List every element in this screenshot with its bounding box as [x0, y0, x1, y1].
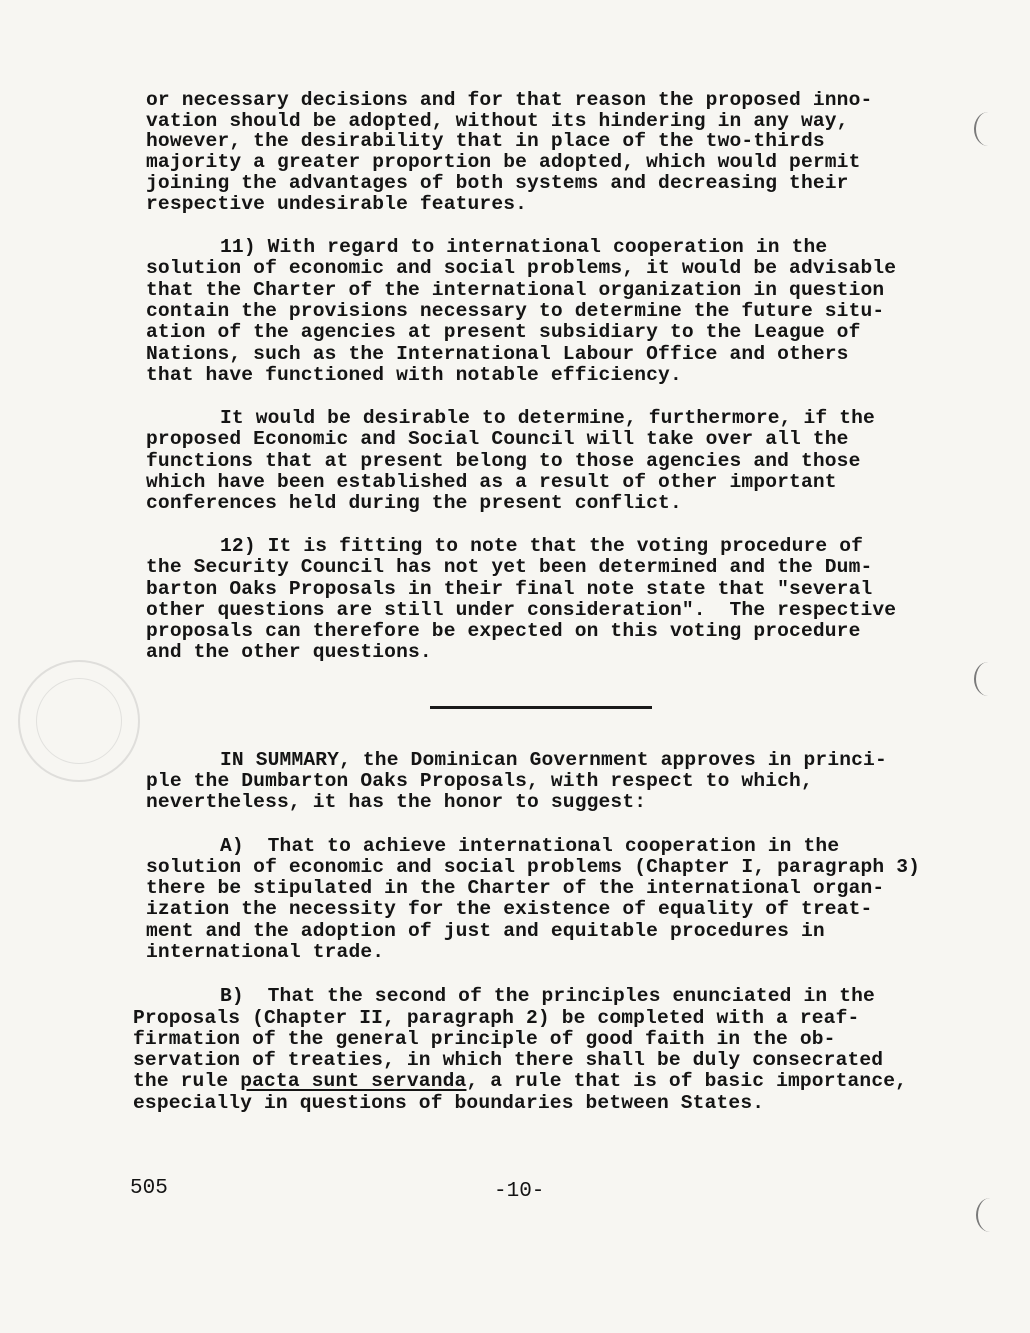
text-line: IN SUMMARY, the Dominican Government approves in princi- — [220, 749, 887, 771]
punch-hole-mark-top — [974, 112, 1002, 146]
text-line: Proposals (Chapter II, paragraph 2) be completed with a reaf- — [133, 1007, 860, 1029]
text-line: contain the provisions necessary to determine the future situ- — [146, 300, 885, 322]
text-line: the rule pacta sunt servanda, a rule that is of basic importance, — [133, 1070, 908, 1092]
text-line: other questions are still under consideration". The respective — [146, 599, 897, 621]
text-line: firmation of the general principle of good faith in the ob- — [133, 1028, 836, 1050]
text-line: international trade. — [146, 941, 385, 963]
text-line: ization the necessity for the existence of equality of treat- — [146, 898, 873, 920]
text-line: majority a greater proportion be adopted, which would permit — [146, 151, 861, 173]
text-line: that the Charter of the international organization in question — [146, 279, 885, 301]
text-line: respective undesirable features. — [146, 193, 528, 215]
text-line: B) That the second of the principles enunciated in the — [220, 985, 875, 1007]
text-line: 11) With regard to international cooperation in the — [220, 236, 828, 258]
text-line: or necessary decisions and for that reason the proposed inno- — [146, 89, 873, 111]
text-line: proposals can therefore be expected on this voting procedure — [146, 620, 861, 642]
text-line: there be stipulated in the Charter of the international organ- — [146, 877, 885, 899]
text-line: however, the desirability that in place of the two-thirds — [146, 130, 825, 152]
text-line: ment and the adoption of just and equitable procedures in — [146, 920, 825, 942]
text-line: It would be desirable to determine, furthermore, if the — [220, 407, 875, 429]
text-line: solution of economic and social problems, it would be advisable — [146, 257, 897, 279]
text-line: ation of the agencies at present subsidiary to the League of — [146, 321, 861, 343]
punch-hole-mark-bottom — [976, 1198, 1004, 1232]
text-line: 12) It is fitting to note that the voting procedure of — [220, 535, 864, 557]
text-line: the Security Council has not yet been determined and the Dum- — [146, 556, 873, 578]
text-line: A) That to achieve international cooperation in the — [220, 835, 840, 857]
faded-seal-stamp — [18, 660, 140, 782]
text-line: which have been established as a result of other important — [146, 471, 837, 493]
text-line: and the other questions. — [146, 641, 432, 663]
underlined-phrase: pacta sunt servanda — [240, 1070, 467, 1092]
text-line: ple the Dumbarton Oaks Proposals, with respect to which, — [146, 770, 813, 792]
text-line: barton Oaks Proposals in their final note state that "several — [146, 578, 873, 600]
punch-hole-mark-middle — [974, 662, 1002, 696]
text-line: conferences held during the present conflict. — [146, 492, 682, 514]
section-divider — [430, 706, 652, 709]
text-line: that have functioned with notable efficiency. — [146, 364, 682, 386]
text-line: vation should be adopted, without its hindering in any way, — [146, 110, 849, 132]
text-line: servation of treaties, in which there shall be duly consecrated — [133, 1049, 884, 1071]
document-number: 505 — [130, 1177, 168, 1200]
text-line: solution of economic and social problems (Chapter I, paragraph 3) — [146, 856, 921, 878]
page-number: -10- — [494, 1180, 545, 1203]
text-line: functions that at present belong to those agencies and those — [146, 450, 861, 472]
text-line: nevertheless, it has the honor to suggest: — [146, 791, 647, 813]
text-line: proposed Economic and Social Council will take over all the — [146, 428, 849, 450]
text-line: joining the advantages of both systems and decreasing their — [146, 172, 849, 194]
text-line: Nations, such as the International Labour Office and others — [146, 343, 849, 365]
text-line: especially in questions of boundaries between States. — [133, 1092, 765, 1114]
